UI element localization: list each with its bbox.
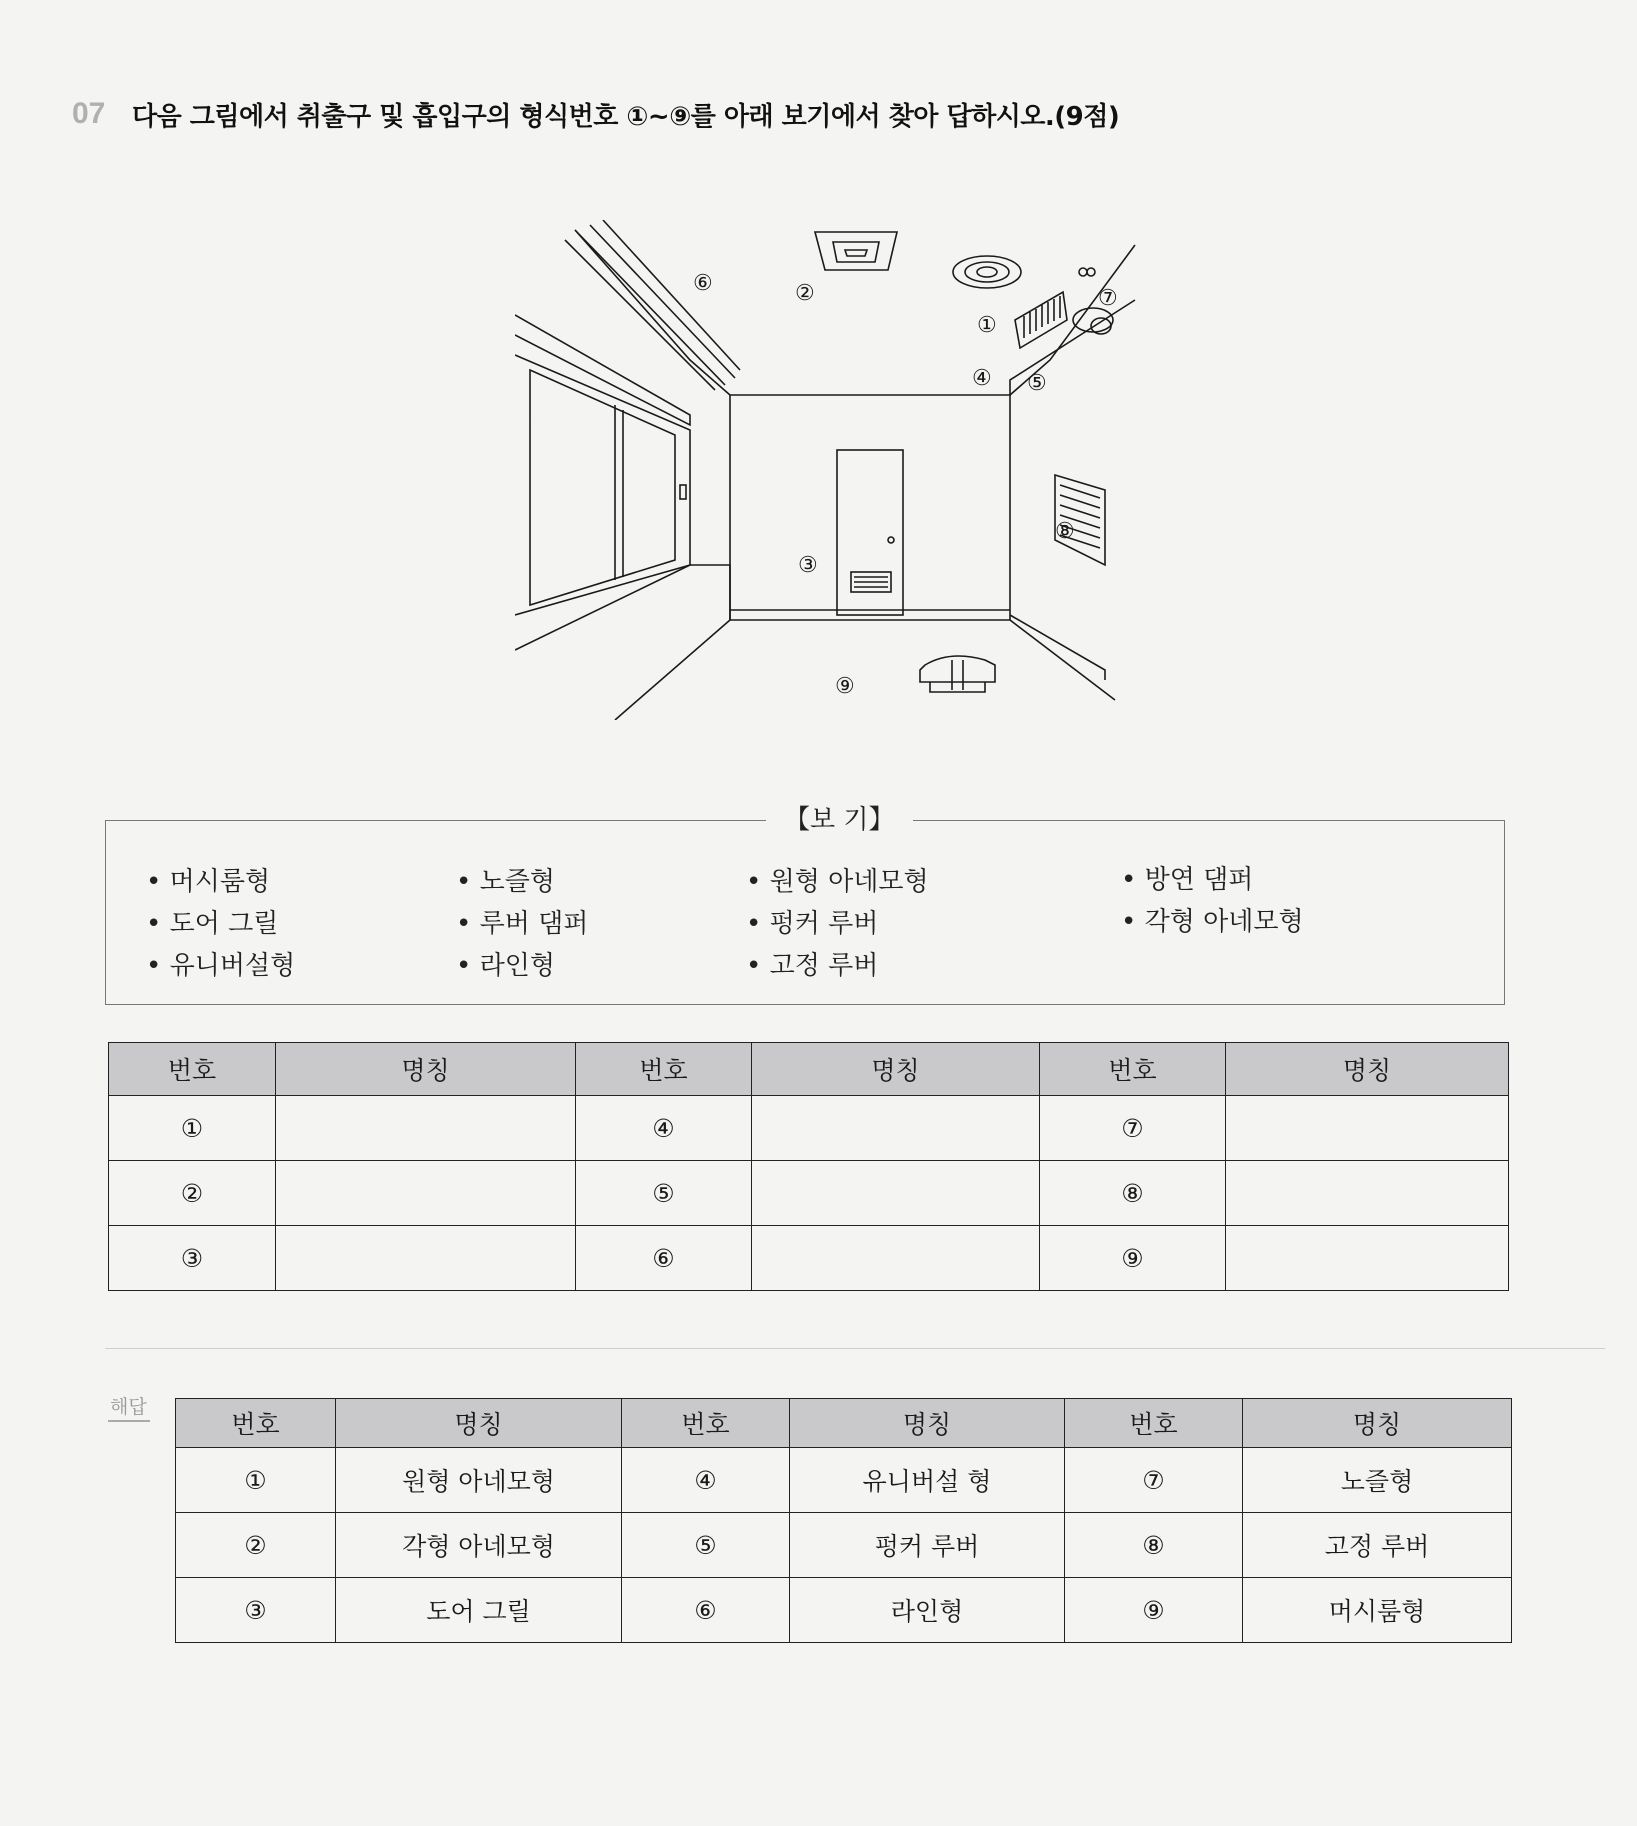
option-item: • 원형 아네모형 <box>746 867 929 897</box>
answer-table <box>175 1398 1512 1643</box>
number-cell: ⑨ <box>1065 1578 1243 1643</box>
table-header-row <box>176 1399 1512 1448</box>
door-knob <box>888 537 894 543</box>
answer-cell: 각형 아네모형 <box>336 1513 622 1578</box>
header-cell: 번호 <box>1040 1043 1226 1096</box>
number-cell: ④ <box>576 1096 752 1161</box>
options-box-title: 【보 기】 <box>766 799 913 836</box>
header-cell: 명칭 <box>752 1043 1040 1096</box>
option-item: • 펑커 루버 <box>746 909 879 939</box>
answer-cell: 라인형 <box>790 1578 1065 1643</box>
header-cell: 명칭 <box>276 1043 576 1096</box>
number-cell: ⑥ <box>576 1226 752 1291</box>
round-diffuser <box>953 256 1021 288</box>
answer-blank <box>1226 1226 1509 1291</box>
figure-label-5: ⑤ <box>1027 371 1047 396</box>
figure-label-2: ② <box>795 281 815 306</box>
figure-label-9: ⑨ <box>835 674 855 699</box>
number-cell: ⑧ <box>1040 1161 1226 1226</box>
number-cell: ⑦ <box>1065 1448 1243 1513</box>
room-diagram <box>515 220 1145 720</box>
nozzle <box>1079 268 1087 276</box>
header-cell: 번호 <box>109 1043 276 1096</box>
question-line <box>72 92 1119 136</box>
door <box>837 450 903 615</box>
question-table <box>108 1042 1509 1291</box>
answer-blank <box>276 1161 576 1226</box>
header-cell: 명칭 <box>790 1399 1065 1448</box>
window-frame <box>515 355 690 615</box>
option-item: • 노즐형 <box>456 867 555 897</box>
header-cell: 명칭 <box>1243 1399 1512 1448</box>
header-cell: 명칭 <box>1226 1043 1509 1096</box>
answer-blank <box>752 1096 1040 1161</box>
section-divider <box>105 1348 1605 1349</box>
header-cell: 번호 <box>176 1399 336 1448</box>
table-row <box>109 1161 1509 1226</box>
line-diffuser <box>565 220 740 390</box>
number-cell: ⑤ <box>622 1513 790 1578</box>
option-item: • 루버 댐퍼 <box>456 909 589 939</box>
universal-grille <box>1015 292 1067 348</box>
header-cell: 번호 <box>1065 1399 1243 1448</box>
question-number: 07 <box>72 97 106 130</box>
answer-cell: 고정 루버 <box>1243 1513 1512 1578</box>
floor-lines <box>615 610 1115 720</box>
header-cell: 번호 <box>576 1043 752 1096</box>
number-cell: ① <box>109 1096 276 1161</box>
answer-blank <box>276 1096 576 1161</box>
answer-blank <box>276 1226 576 1291</box>
answer-cell: 도어 그릴 <box>336 1578 622 1643</box>
number-cell: ⑥ <box>622 1578 790 1643</box>
option-item: • 고정 루버 <box>746 951 879 981</box>
figure-label-1: ① <box>977 313 997 338</box>
number-cell: ⑤ <box>576 1161 752 1226</box>
number-cell: ⑦ <box>1040 1096 1226 1161</box>
answer-blank <box>1226 1096 1509 1161</box>
answer-cell: 유니버설 형 <box>790 1448 1065 1513</box>
number-cell: ③ <box>176 1578 336 1643</box>
window-mullion <box>615 405 623 580</box>
figure-label-6: ⑥ <box>693 271 713 296</box>
answer-cell: 머시룸형 <box>1243 1578 1512 1643</box>
figure-label-3: ③ <box>798 553 818 578</box>
figure-label-7: ⑦ <box>1098 286 1118 311</box>
figure-label-8: ⑧ <box>1055 519 1075 544</box>
option-item: • 머시룸형 <box>146 867 271 897</box>
table-row <box>176 1513 1512 1578</box>
option-item: • 라인형 <box>456 951 555 981</box>
number-cell: ④ <box>622 1448 790 1513</box>
option-item: • 도어 그릴 <box>146 909 279 939</box>
right-baseboard <box>1010 615 1105 680</box>
number-cell: ② <box>176 1513 336 1578</box>
table-row <box>109 1096 1509 1161</box>
answer-label: 해답 <box>110 1396 147 1418</box>
mushroom-outlet <box>920 656 995 682</box>
answer-cell: 노즐형 <box>1243 1448 1512 1513</box>
sill <box>690 565 730 620</box>
question-text: 다음 그림에서 취출구 및 흡입구의 형식번호 ①~⑨를 아래 보기에서 찾아 답하시오.(9점) <box>132 101 1120 132</box>
answer-label-underline <box>108 1420 150 1422</box>
answer-blank <box>752 1161 1040 1226</box>
door-grille-slats <box>854 577 888 587</box>
window-latch <box>680 485 686 499</box>
number-cell: ⑧ <box>1065 1513 1243 1578</box>
number-cell: ① <box>176 1448 336 1513</box>
figure-label-4: ④ <box>972 366 992 391</box>
table-row <box>109 1226 1509 1291</box>
number-cell: ③ <box>109 1226 276 1291</box>
number-cell: ② <box>109 1161 276 1226</box>
options-box <box>105 805 1505 1005</box>
option-item: • 유니버설형 <box>146 951 296 981</box>
option-item: • 방연 댐퍼 <box>1121 865 1254 895</box>
header-cell: 번호 <box>622 1399 790 1448</box>
answer-blank <box>1226 1161 1509 1226</box>
table-header-row <box>109 1043 1509 1096</box>
header-cell: 명칭 <box>336 1399 622 1448</box>
option-item: • 각형 아네모형 <box>1121 907 1304 937</box>
answer-blank <box>752 1226 1040 1291</box>
square-diffuser <box>815 232 897 270</box>
answer-cell: 펑커 루버 <box>790 1513 1065 1578</box>
table-row <box>176 1578 1512 1643</box>
number-cell: ⑨ <box>1040 1226 1226 1291</box>
table-row <box>176 1448 1512 1513</box>
answer-cell: 원형 아네모형 <box>336 1448 622 1513</box>
